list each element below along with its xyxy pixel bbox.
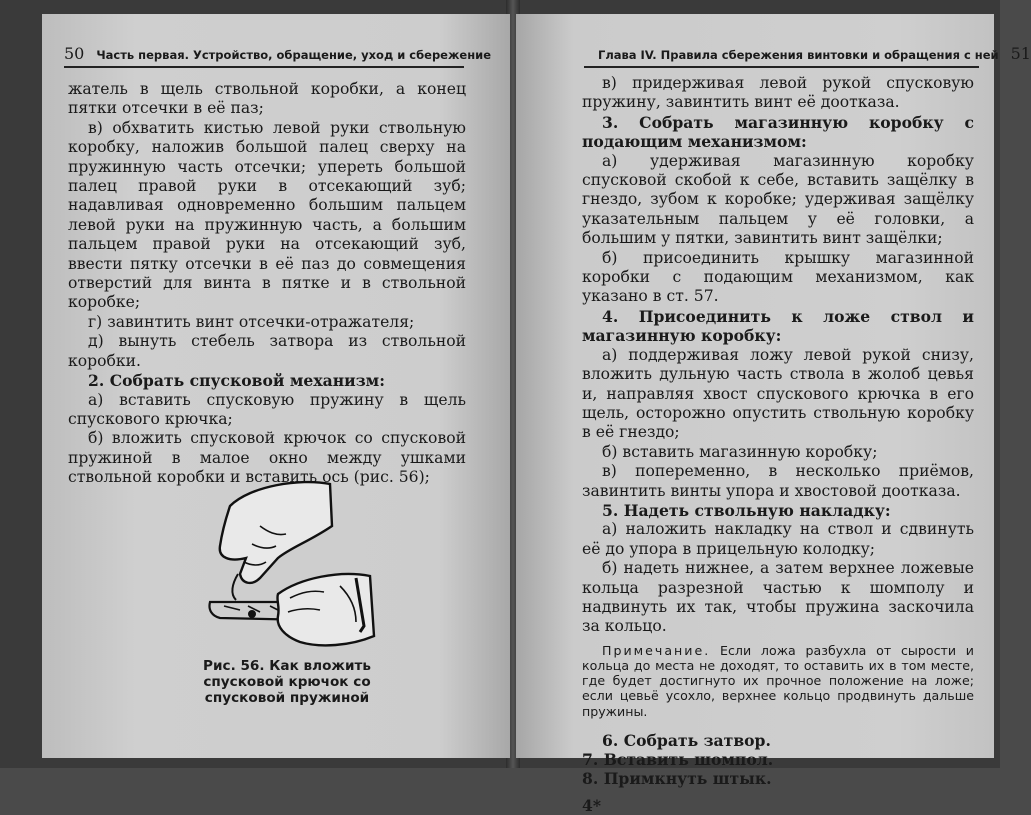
paragraph: а) поддерживая ложу левой рукой снизу, вложить дульную часть ствола в жолоб цевья и, направляя хвост спускового крючка в его щель, осторожно опустить ствольную коробку в её гнездо; [582,345,974,442]
paragraph: а) вставить спусковую пружину в щель спускового крючка; [68,390,466,428]
left-body-text [68,80,466,488]
step-item: 8. Примкнуть штык. [582,768,772,788]
paragraph: г) завинтить винт отсечки-отражателя; [88,312,415,331]
paragraph: а) наложить накладку на ствол и сдвинуть её до упора в прицельную колодку; [582,520,974,558]
paragraph: б) надеть нижнее, а затем верхнее ложевые кольца разрезной частью к шомполу и надвинуть их так, чтобы пружина заскочила за кольцо. [582,559,974,636]
left-running-title: Часть первая. Устройство, обращение, уход и сбережение [96,48,492,62]
left-page [42,14,510,758]
figure-hands-trigger-illustration [160,466,392,666]
paragraph: в) обхватить кистью левой руки ствольную коробку, наложив большой палец сверху на пружинную часть отсечки; упереть большой палец правой руки в отсекающий зуб; надавливая одновременно большим пальцем левой руки на пружинную часть, а большим пальцем правой руки на отсекающий зуб, ввести пятку отсечки в её паз до совмещения отверстий для винта в пятке и в ствольной коробке; [68,118,466,312]
right-running-head [598,44,1031,63]
paragraph: д) вынуть стебель затвора из ствольной коробки. [68,332,466,370]
right-running-title: Глава IV. Правила сбережения винтовки и обращения с ней [598,48,999,62]
note [582,643,974,719]
note-text: Если ложа разбухла от сырости и кольца до места не доходят, то оставить их в том месте, где будет достигнуто их прочное положение на ложе; если цевьё усохло, верхнее кольцо продвинуть дальше пружины. [582,642,974,719]
section-heading: 2. Собрать спусковой механизм: [88,371,385,391]
paragraph: б) присоединить крышку магазинной коробки с подающим механизмом, как указано в ст. 57. [582,248,974,306]
signature-mark: 4* [582,795,602,815]
left-page-number: 50 [64,44,85,63]
paragraph: жатель в щель ствольной коробки, а конец пятки отсечки в её паз; [68,80,466,118]
right-header-rule [584,66,979,68]
right-page-number: 51 [1010,44,1031,63]
left-running-head [64,44,491,63]
paragraph: в) попеременно, в несколько приёмов, завинтить винты упора и хвостовой доотказа. [582,462,974,500]
final-steps [582,731,974,788]
right-body-text [582,74,974,815]
figure-caption: Рис. 56. Как вложить спусковой крючок со спусковой пружиной [203,658,371,706]
note-label: Примечание. [602,642,711,658]
paragraph: в) придерживая левой рукой спусковую пружину, завинтить винт её доотказа. [582,74,974,112]
paragraph: б) вложить спусковой крючок со спусковой пружиной в малое окно между ушками ствольной коробки и вставить ось (рис. 56); [68,429,466,487]
section-heading: 3. Собрать магазинную коробку с подающим механизмом: [582,112,974,152]
section-heading: 5. Надеть ствольную накладку: [602,500,891,520]
step-item: 6. Собрать затвор. [602,730,771,750]
paragraph: б) вставить магазинную коробку; [602,442,878,461]
left-header-rule [64,66,464,68]
right-page [516,14,1031,815]
section-heading: 4. Присоединить к ложе ствол и магазинную коробку: [582,306,974,346]
paragraph: а) удерживая магазинную коробку спусковой скобой к себе, вставить защёлку в гнездо, зубом к коробке; удерживая защёлку указательным пальцем у её головки, а большим у пятки, завинтить винт защёлки; [582,151,974,248]
step-item: 7. Вставить шомпол. [582,749,774,769]
